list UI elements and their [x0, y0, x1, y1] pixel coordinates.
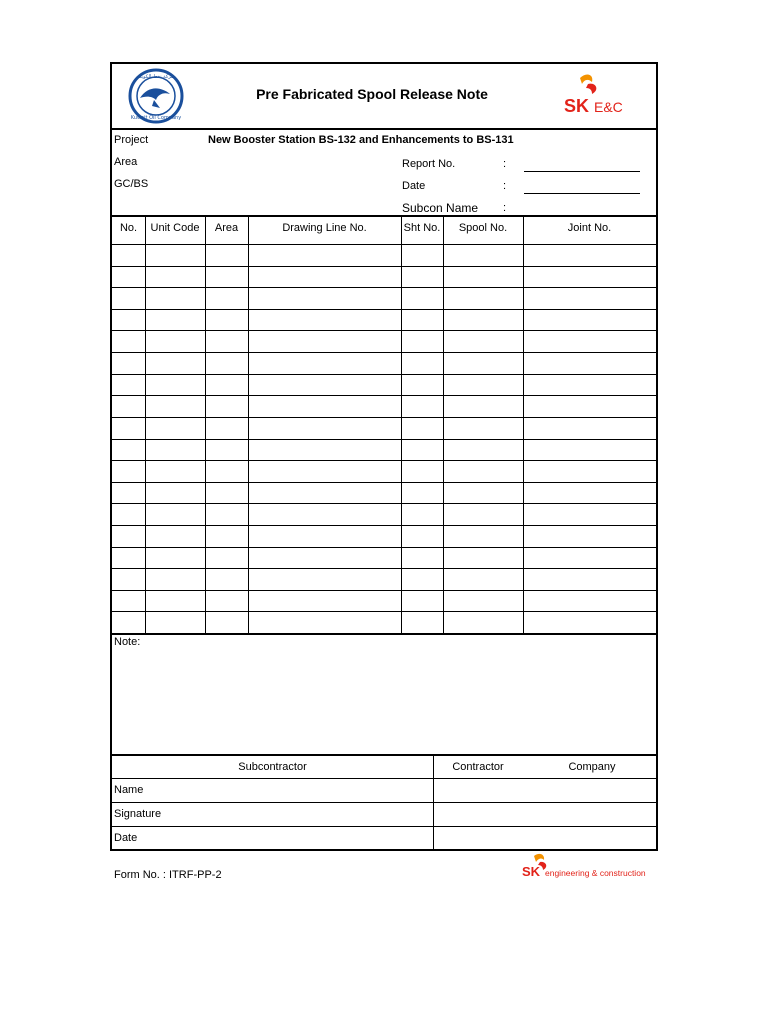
table-row: [112, 287, 656, 288]
col-header-unit-code: Unit Code: [150, 222, 200, 234]
col-header-drawing-line-no: Drawing Line No.: [282, 222, 367, 234]
signoff-subcontractor-header: Subcontractor: [238, 761, 307, 773]
table-row: [112, 439, 656, 440]
signoff-name-label: Name: [114, 784, 144, 796]
table-row: [112, 611, 656, 612]
col-header-area: Area: [214, 222, 239, 234]
signoff-date-label: Date: [114, 832, 138, 844]
sk-ec-logo: [558, 70, 638, 120]
svg-text:شركة نفط الكويت: شركة نفط الكويت: [136, 74, 176, 80]
table-row: [112, 417, 656, 418]
table-row: [112, 266, 656, 267]
table-row: [112, 352, 656, 353]
form-title: Pre Fabricated Spool Release Note: [256, 86, 488, 102]
table-header-divider: [112, 244, 656, 245]
col-header-joint-no: Joint No.: [567, 222, 612, 234]
note-field[interactable]: [112, 650, 656, 754]
client-logo: [118, 68, 194, 124]
gcbs-label: GC/BS: [114, 178, 149, 190]
table-row: [112, 309, 656, 310]
report-no-colon: :: [503, 158, 507, 170]
release-note-form: [110, 62, 658, 851]
col-header-spool-no: Spool No.: [458, 222, 508, 234]
footer-brand-text: engineering & construction: [545, 868, 646, 878]
project-value: New Booster Station BS-132 and Enhancements to BS-131: [208, 134, 514, 146]
table-row: [112, 330, 656, 331]
col-header-no: No.: [119, 222, 138, 234]
date-field[interactable]: [524, 193, 640, 194]
table-row: [112, 482, 656, 483]
signoff-contractor-header: Contractor: [452, 761, 504, 773]
table-row: [112, 590, 656, 591]
area-label: Area: [114, 156, 138, 168]
col-header-sht-no: Sht No.: [403, 222, 441, 234]
note-label: Note:: [114, 636, 141, 648]
table-row: [112, 503, 656, 504]
table-row: [112, 460, 656, 461]
report-no-label: Report No.: [402, 158, 456, 170]
svg-text:E&C: E&C: [594, 99, 623, 115]
footer-brand: SK: [522, 864, 541, 879]
signoff-company-header: Company: [568, 761, 616, 773]
project-label: Project: [114, 134, 149, 146]
svg-text:SK: SK: [564, 96, 590, 116]
signoff-signature-label: Signature: [114, 808, 162, 820]
date-colon: :: [503, 180, 507, 192]
table-row: [112, 547, 656, 548]
subcon-name-label: Subcon Name: [402, 201, 479, 215]
spool-table: [112, 216, 656, 633]
table-row: [112, 395, 656, 396]
table-row: [112, 374, 656, 375]
date-label: Date: [402, 180, 426, 192]
footer-sk-logo: [520, 852, 660, 884]
svg-text:Kuwait Oil Company: Kuwait Oil Company: [130, 115, 182, 121]
subcon-name-colon: :: [503, 202, 507, 214]
table-row: [112, 525, 656, 526]
table-row: [112, 568, 656, 569]
report-no-field[interactable]: [524, 171, 640, 172]
form-number: Form No. : ITRF-PP-2: [114, 869, 222, 881]
